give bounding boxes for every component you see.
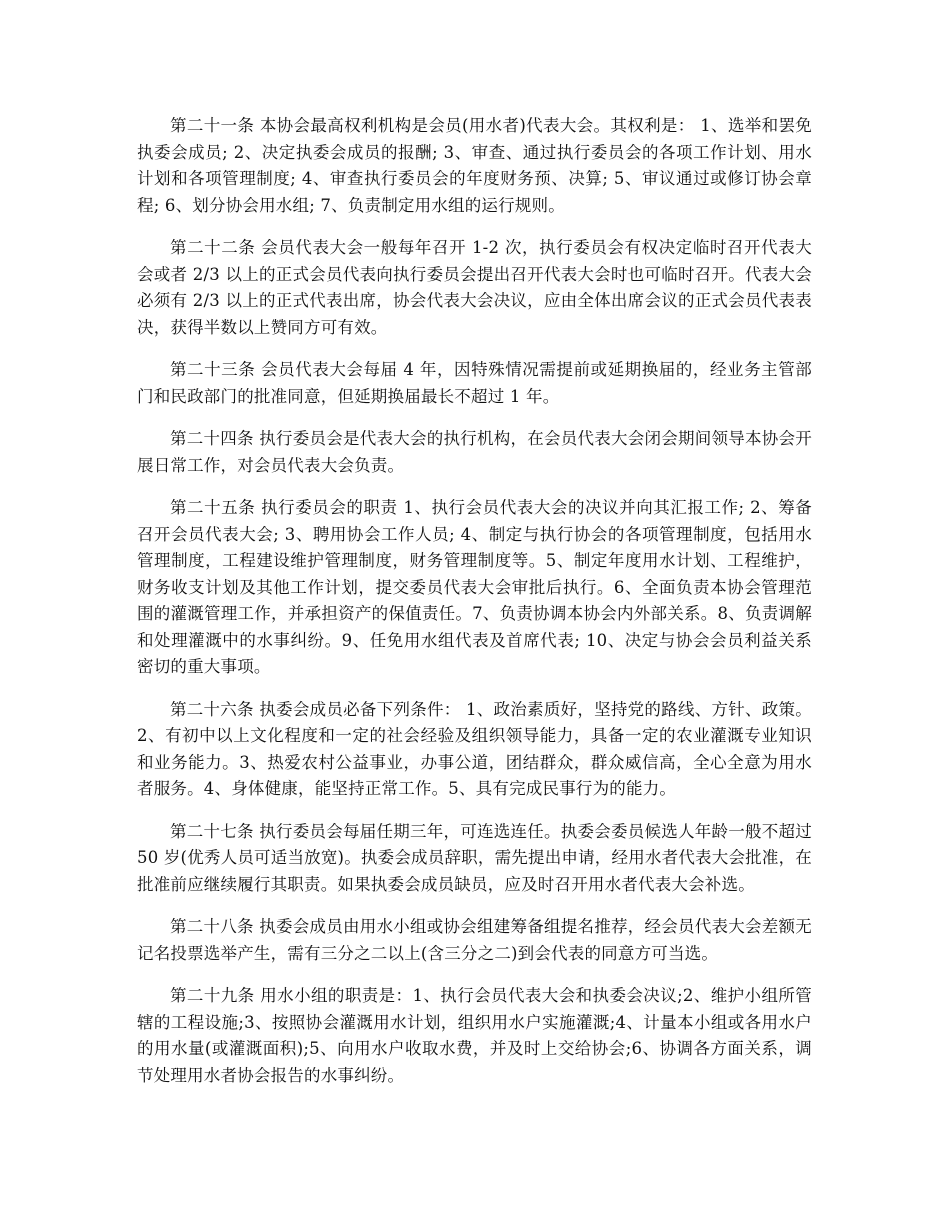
article-27: 第二十七条 执行委员会每届任期三年，可连选连任。执委会委员候选人年龄一般不超过 50 岁(优秀人员可适当放宽)。执委会成员辞职，需先提出申请，经用水者代表大会批准，在批准前应继续履行其职责。如果执委会成员缺员，应及时召开用水者代表大会补选。 [137,821,812,894]
article-26: 第二十六条 执委会成员必备下列条件： 1、政治素质好，坚持党的路线、方针、政策。2、有初中以上文化程度和一定的社会经验及组织领导能力，具备一定的农业灌溉专业知识和业务能力。3、热爱农村公益事业，办事公道，团结群众，群众威信高，全心全意为用水者服务。4、身体健康，能坚持正常工作。5、具有完成民事行为的能力。 [137,699,812,798]
article-21: 第二十一条 本协会最高权利机构是会员(用水者)代表大会。其权利是： 1、选举和罢免执委会成员; 2、决定执委会成员的报酬; 3、审查、通过执行委员会的各项工作计划、用水计划和各项管理制度; 4、审查执行委员会的年度财务预、决算; 5、审议通过或修订协会章程; 6、划分协会用水组; 7、负责制定用水组的运行规则。 [137,116,812,215]
article-24: 第二十四条 执行委员会是代表大会的执行机构，在会员代表大会闭会期间领导本协会开展日常工作，对会员代表大会负责。 [137,429,812,475]
article-25: 第二十五条 执行委员会的职责 1、执行会员代表大会的决议并向其汇报工作; 2、筹备召开会员代表大会; 3、聘用协会工作人员; 4、制定与执行协会的各项管理制度，包括用水管理制度，工程建设维护管理制度，财务管理制度等。5、制定年度用水计划、工程维护，财务收支计划及其他工作计划，提交委员代表大会审批后执行。6、全面负责本协会管理范围的灌溉管理工作，并承担资产的保值责任。7、负责协调本协会内外部关系。8、负责调解和处理灌溉中的水事纠纷。9、任免用水组代表及首席代表; 10、决定与协会会员利益关系密切的重大事项。 [137,498,812,676]
article-22: 第二十二条 会员代表大会一般每年召开 1-2 次，执行委员会有权决定临时召开代表大会或者 2/3 以上的正式会员代表向执行委员会提出召开代表大会时也可临时召开。代表大会必须有 2/3 以上的正式代表出席，协会代表大会决议，应由全体出席会议的正式会员代表表决，获得半数以上赞同方可有效。 [137,238,812,337]
article-28: 第二十八条 执委会成员由用水小组或协会组建筹备组提名推荐，经会员代表大会差额无记名投票选举产生，需有三分之二以上(含三分之二)到会代表的同意方可当选。 [137,917,812,963]
article-29: 第二十九条 用水小组的职责是：1、执行会员代表大会和执委会决议;2、维护小组所管辖的工程设施;3、按照协会灌溉用水计划，组织用水户实施灌溉;4、计量本小组或各用水户的用水量(或灌溉面积);5、向用水户收取水费，并及时上交给协会;6、协调各方面关系，调节处理用水者协会报告的水事纠纷。 [137,986,812,1085]
article-23: 第二十三条 会员代表大会每届 4 年，因特殊情况需提前或延期换届的，经业务主管部门和民政部门的批准同意，但延期换届最长不超过 1 年。 [137,360,812,406]
